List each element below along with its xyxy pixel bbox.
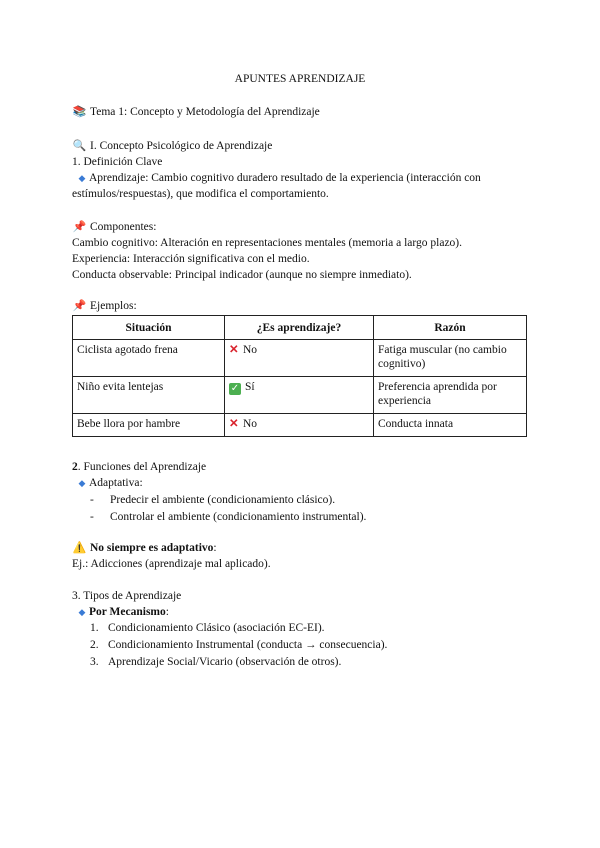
- componente-item: Cambio cognitivo: Alteración en representaciones mentales (memoria a largo plazo).: [72, 237, 463, 249]
- funcion-item: - Predecir el ambiente (condicionamiento clásico).: [90, 494, 336, 506]
- tipos-heading: 3. Tipos de Aprendizaje: [72, 590, 182, 602]
- tipo-number: 2.: [90, 639, 99, 651]
- magnifier-icon: 🔍: [72, 140, 87, 152]
- topic-line: [72, 104, 320, 120]
- cross-mark-icon: ✕: [229, 418, 239, 430]
- warning-line: [72, 540, 217, 556]
- table-row: [73, 414, 527, 437]
- adaptativa-line: [72, 475, 143, 491]
- definition-line-2: estímulos/respuestas), que modifica el comportamiento.: [72, 188, 329, 200]
- funciones-heading: [72, 459, 206, 475]
- funcion-item-text: Predecir el ambiente (condicionamiento clásico).: [110, 494, 336, 506]
- tipo-text: Condicionamiento Instrumental (conducta → consecuencia).: [108, 639, 388, 651]
- books-icon: 📚: [72, 106, 87, 118]
- tipo-text: Aprendizaje Social/Vicario (observación de otros).: [108, 656, 342, 668]
- pin-icon: 📌: [72, 221, 87, 233]
- tipo-number: 3.: [90, 656, 99, 668]
- funcion-item-text: Controlar el ambiente (condicionamiento instrumental).: [110, 511, 367, 523]
- mecanismo-text: Por Mecanismo: [89, 606, 166, 618]
- warning-example: Ej.: Adicciones (aprendizaje mal aplicado).: [72, 558, 271, 570]
- table-row: [73, 377, 527, 414]
- adaptativa-text: Adaptativa:: [89, 477, 143, 489]
- cross-mark-icon: ✕: [229, 344, 239, 356]
- cell-es: [225, 377, 374, 414]
- componente-item: Experiencia: Interacción significativa con el medio.: [72, 253, 310, 265]
- table-header-row: [73, 316, 527, 340]
- cell-razon: Preferencia aprendida por experiencia: [374, 377, 527, 414]
- definition-line-1: [72, 170, 481, 186]
- funciones-heading-text: . Funciones del Aprendizaje: [77, 461, 207, 473]
- bullet-diamond-icon: ◆: [78, 478, 86, 488]
- componentes-heading: [72, 219, 156, 235]
- pin-icon: 📌: [72, 300, 87, 312]
- definition-heading: 1. Definición Clave: [72, 156, 163, 168]
- page-title: APUNTES APRENDIZAJE: [234, 73, 366, 85]
- topic-text: Tema 1: Concepto y Metodología del Aprendizaje: [90, 106, 320, 118]
- funciones-number: 2: [72, 461, 78, 473]
- table-row: [73, 340, 527, 377]
- warning-icon: ⚠️: [72, 542, 87, 554]
- ejemplos-heading-text: Ejemplos:: [90, 300, 137, 312]
- warning-colon: :: [213, 542, 217, 554]
- cell-razon: Fatiga muscular (no cambio cognitivo): [374, 340, 527, 377]
- funcion-item: - Controlar el ambiente (condicionamiento instrumental).: [90, 511, 367, 523]
- tipo-item: [90, 620, 325, 636]
- cell-situacion: Ciclista agotado frena: [73, 340, 225, 377]
- cell-es-text: No: [243, 344, 258, 356]
- cell-es: [225, 340, 374, 377]
- section1-heading: [72, 138, 272, 154]
- mecanismo-line: ◆ Por Mecanismo:: [72, 604, 169, 620]
- tipo-text: Condicionamiento Clásico (asociación EC-EI).: [108, 622, 325, 634]
- column-header: Situación: [73, 316, 225, 340]
- bullet-diamond-icon: ◆: [78, 607, 86, 617]
- warning-bold-text: No siempre es adaptativo: [90, 542, 214, 554]
- cell-situacion: Niño evita lentejas: [73, 377, 225, 414]
- column-header: Razón: [374, 316, 527, 340]
- examples-table: [72, 315, 527, 437]
- tipo-item: [90, 654, 341, 670]
- bullet-diamond-icon: ◆: [78, 173, 86, 183]
- cell-situacion: Bebe llora por hambre: [73, 414, 225, 437]
- check-mark-icon: ✓: [230, 383, 240, 394]
- componentes-heading-text: Componentes:: [90, 221, 157, 233]
- cell-es: [225, 414, 374, 437]
- cell-es-text: No: [243, 418, 258, 430]
- cell-es-text: Sí: [245, 381, 255, 393]
- componente-item: Conducta observable: Principal indicador (aunque no siempre inmediato).: [72, 269, 412, 281]
- cell-razon: Conducta innata: [374, 414, 527, 437]
- definition-text-1: Aprendizaje: Cambio cognitivo duradero resultado de la experiencia (interacción con: [89, 172, 481, 184]
- tipo-item: [90, 637, 387, 653]
- tipo-number: 1.: [90, 622, 99, 634]
- column-header: ¿Es aprendizaje?: [225, 316, 374, 340]
- ejemplos-heading: [72, 298, 137, 314]
- section1-heading-text: I. Concepto Psicológico de Aprendizaje: [90, 140, 273, 152]
